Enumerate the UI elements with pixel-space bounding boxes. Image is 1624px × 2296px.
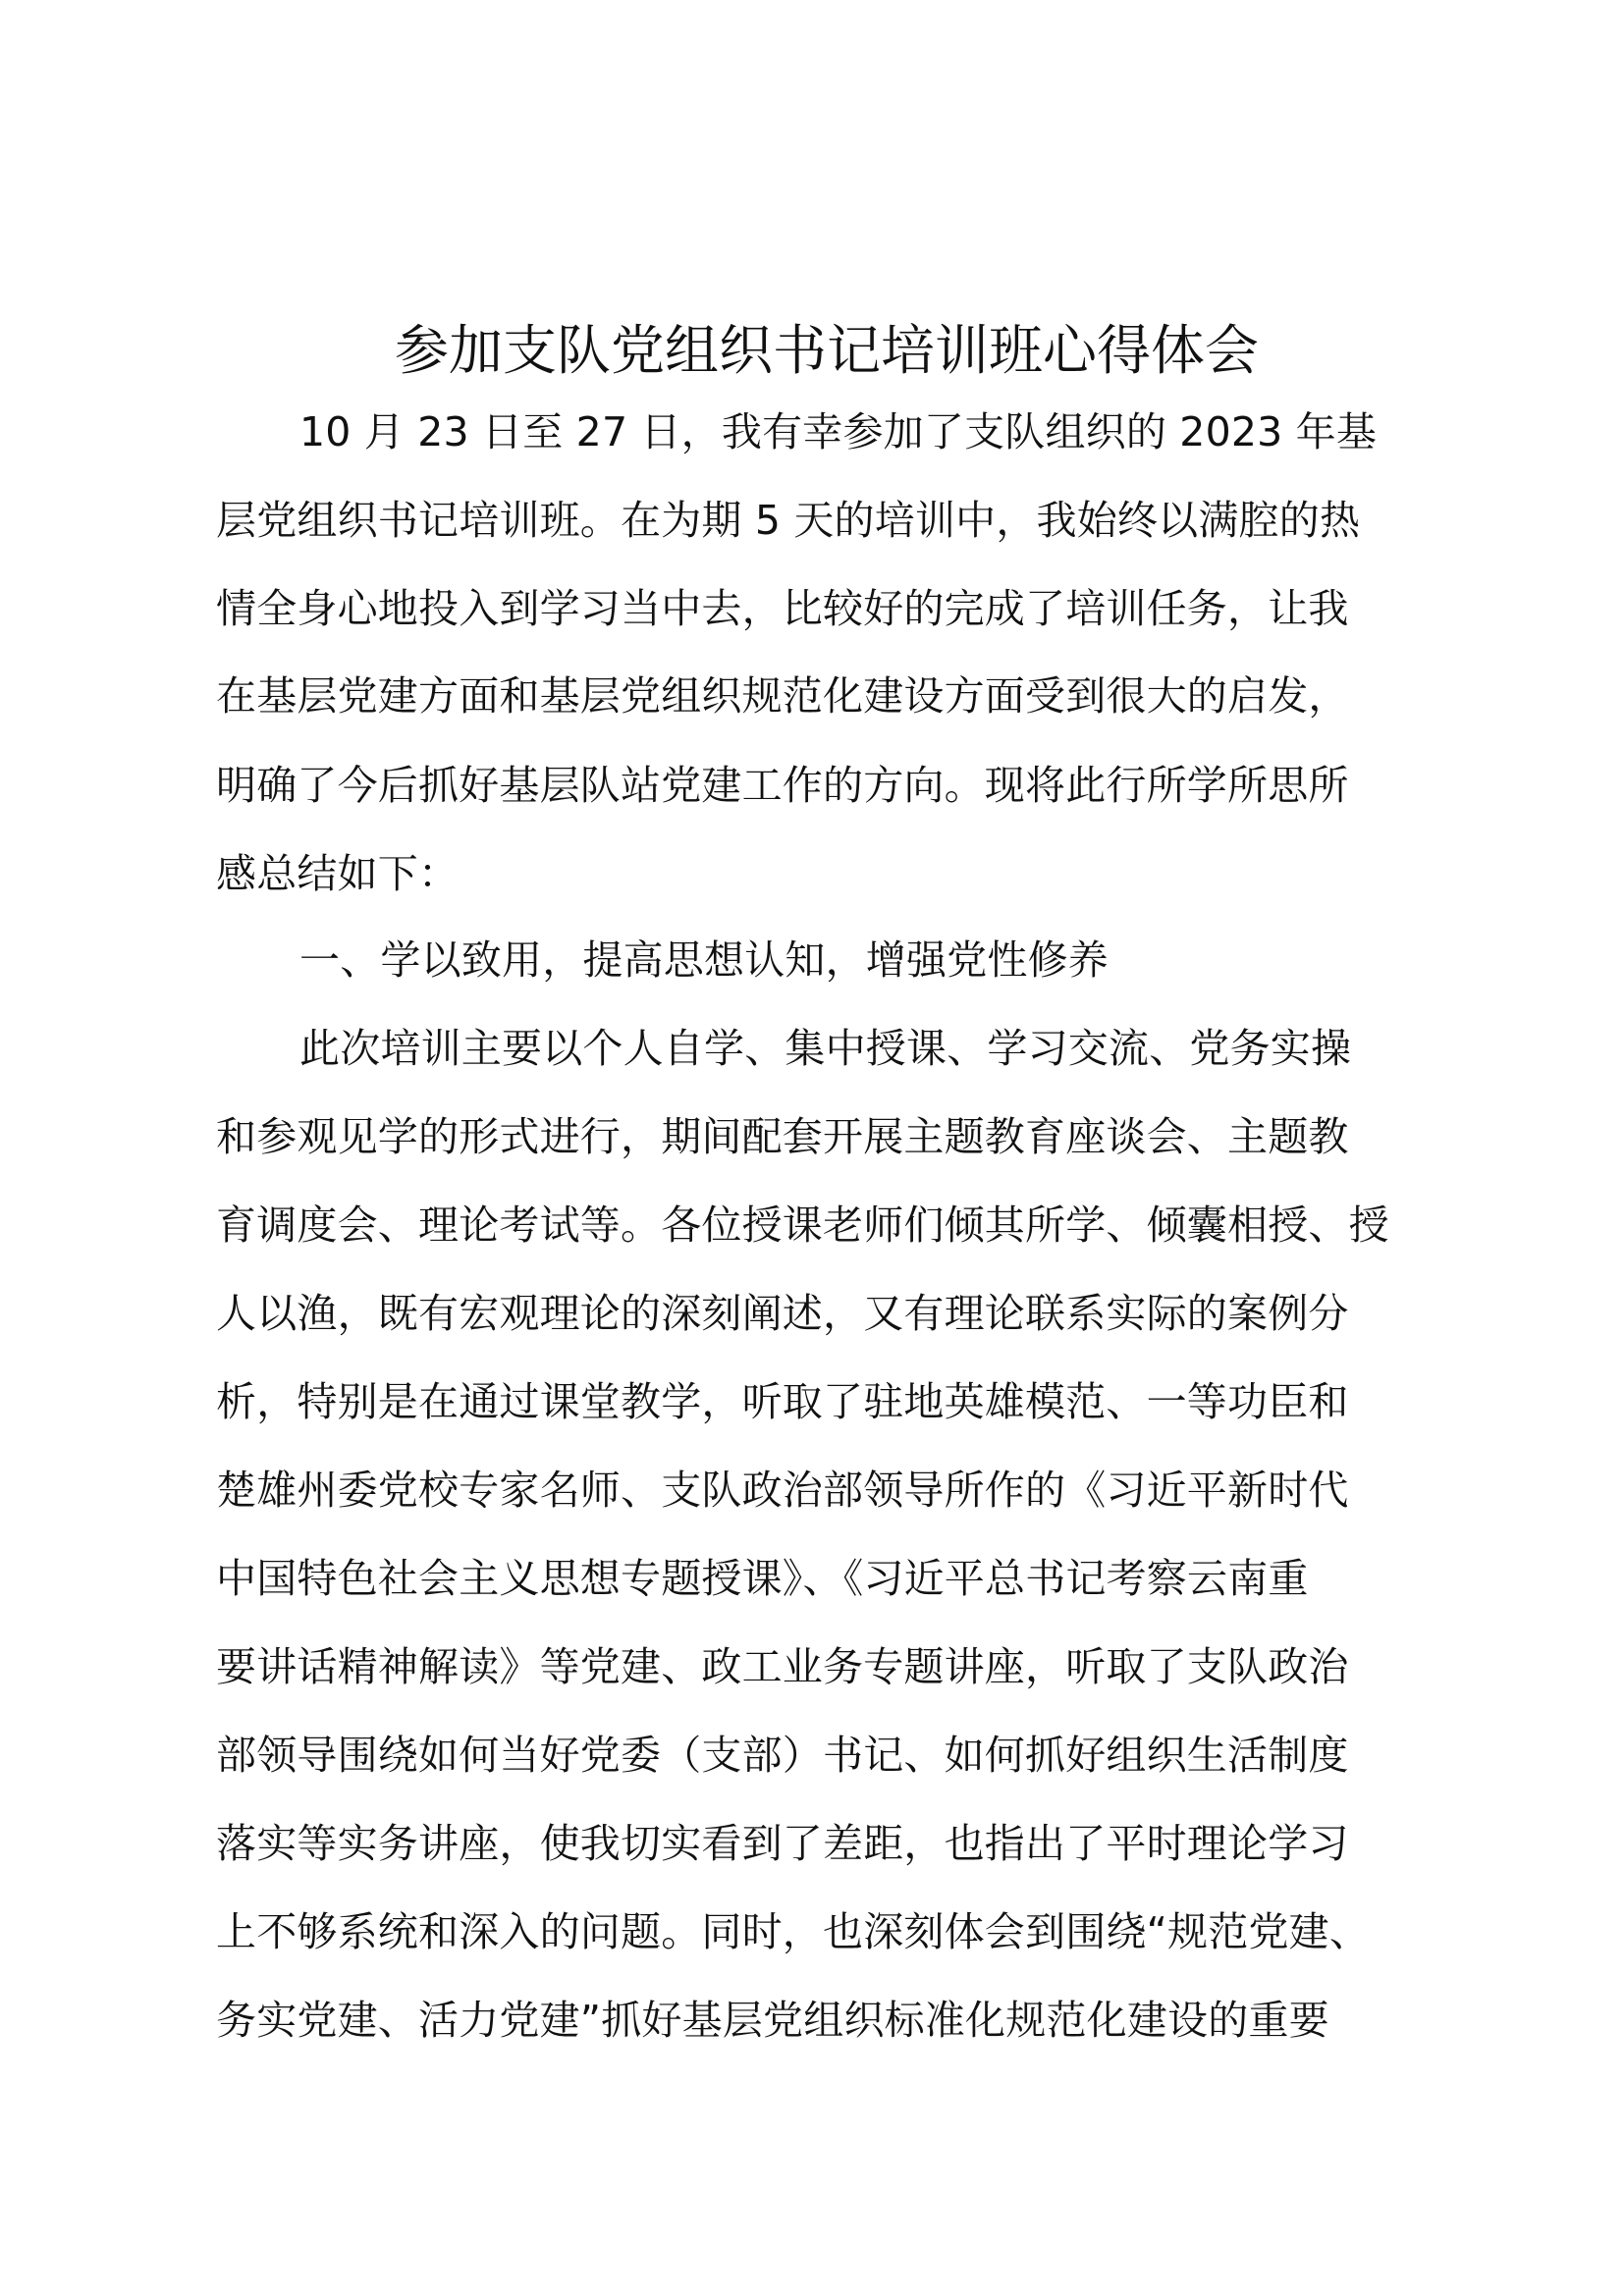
paragraph-line: 10 月 23 日至 27 日，我有幸参加了支队组织的 2023 年基	[299, 408, 1378, 455]
paragraph-line: 析，特别是在通过课堂教学，听取了驻地英雄模范、一等功臣和	[216, 1378, 1349, 1425]
paragraph-line: 感总结如下：	[216, 850, 460, 897]
paragraph-line: 上不够系统和深入的问题。同时，也深刻体会到围绕“规范党建、	[216, 1908, 1371, 1955]
paragraph-line: 部领导围绕如何当好党委（支部）书记、如何抓好组织生活制度	[216, 1732, 1349, 1779]
paragraph-line: 和参观见学的形式进行，期间配套开展主题教育座谈会、主题教	[216, 1113, 1349, 1160]
paragraph-line: 务实党建、活力党建”抓好基层党组织标准化规范化建设的重要	[216, 1997, 1329, 2044]
paragraph-line: 楚雄州委党校专家名师、支队政治部领导所作的《习近平新时代	[216, 1467, 1349, 1514]
paragraph-line: 育调度会、理论考试等。各位授课老师们倾其所学、倾囊相授、授	[216, 1201, 1389, 1249]
document-title: 参加支队党组织书记培训班心得体会	[395, 319, 1260, 382]
paragraph-line: 情全身心地投入到学习当中去，比较好的完成了培训任务，让我	[216, 585, 1349, 632]
paragraph-line: 人以渔，既有宏观理论的深刻阐述，又有理论联系实际的案例分	[216, 1290, 1349, 1337]
paragraph-line: 此次培训主要以个人自学、集中授课、学习交流、党务实操	[299, 1025, 1352, 1072]
paragraph-line: 中国特色社会主义思想专题授课》、《习近平总书记考察云南重	[216, 1555, 1309, 1602]
paragraph-line: 要讲话精神解读》等党建、政工业务专题讲座，听取了支队政治	[216, 1643, 1349, 1690]
paragraph-line: 落实等实务讲座，使我切实看到了差距，也指出了平时理论学习	[216, 1820, 1349, 1867]
section-heading: 一、学以致用，提高思想认知，增强党性修养	[299, 936, 1109, 984]
paragraph-line: 在基层党建方面和基层党组织规范化建设方面受到很大的启发，	[216, 672, 1349, 720]
paragraph-line: 层党组织书记培训班。在为期 5 天的培训中，我始终以满腔的热	[216, 497, 1361, 544]
paragraph-line: 明确了今后抓好基层队站党建工作的方向。现将此行所学所思所	[216, 762, 1349, 809]
